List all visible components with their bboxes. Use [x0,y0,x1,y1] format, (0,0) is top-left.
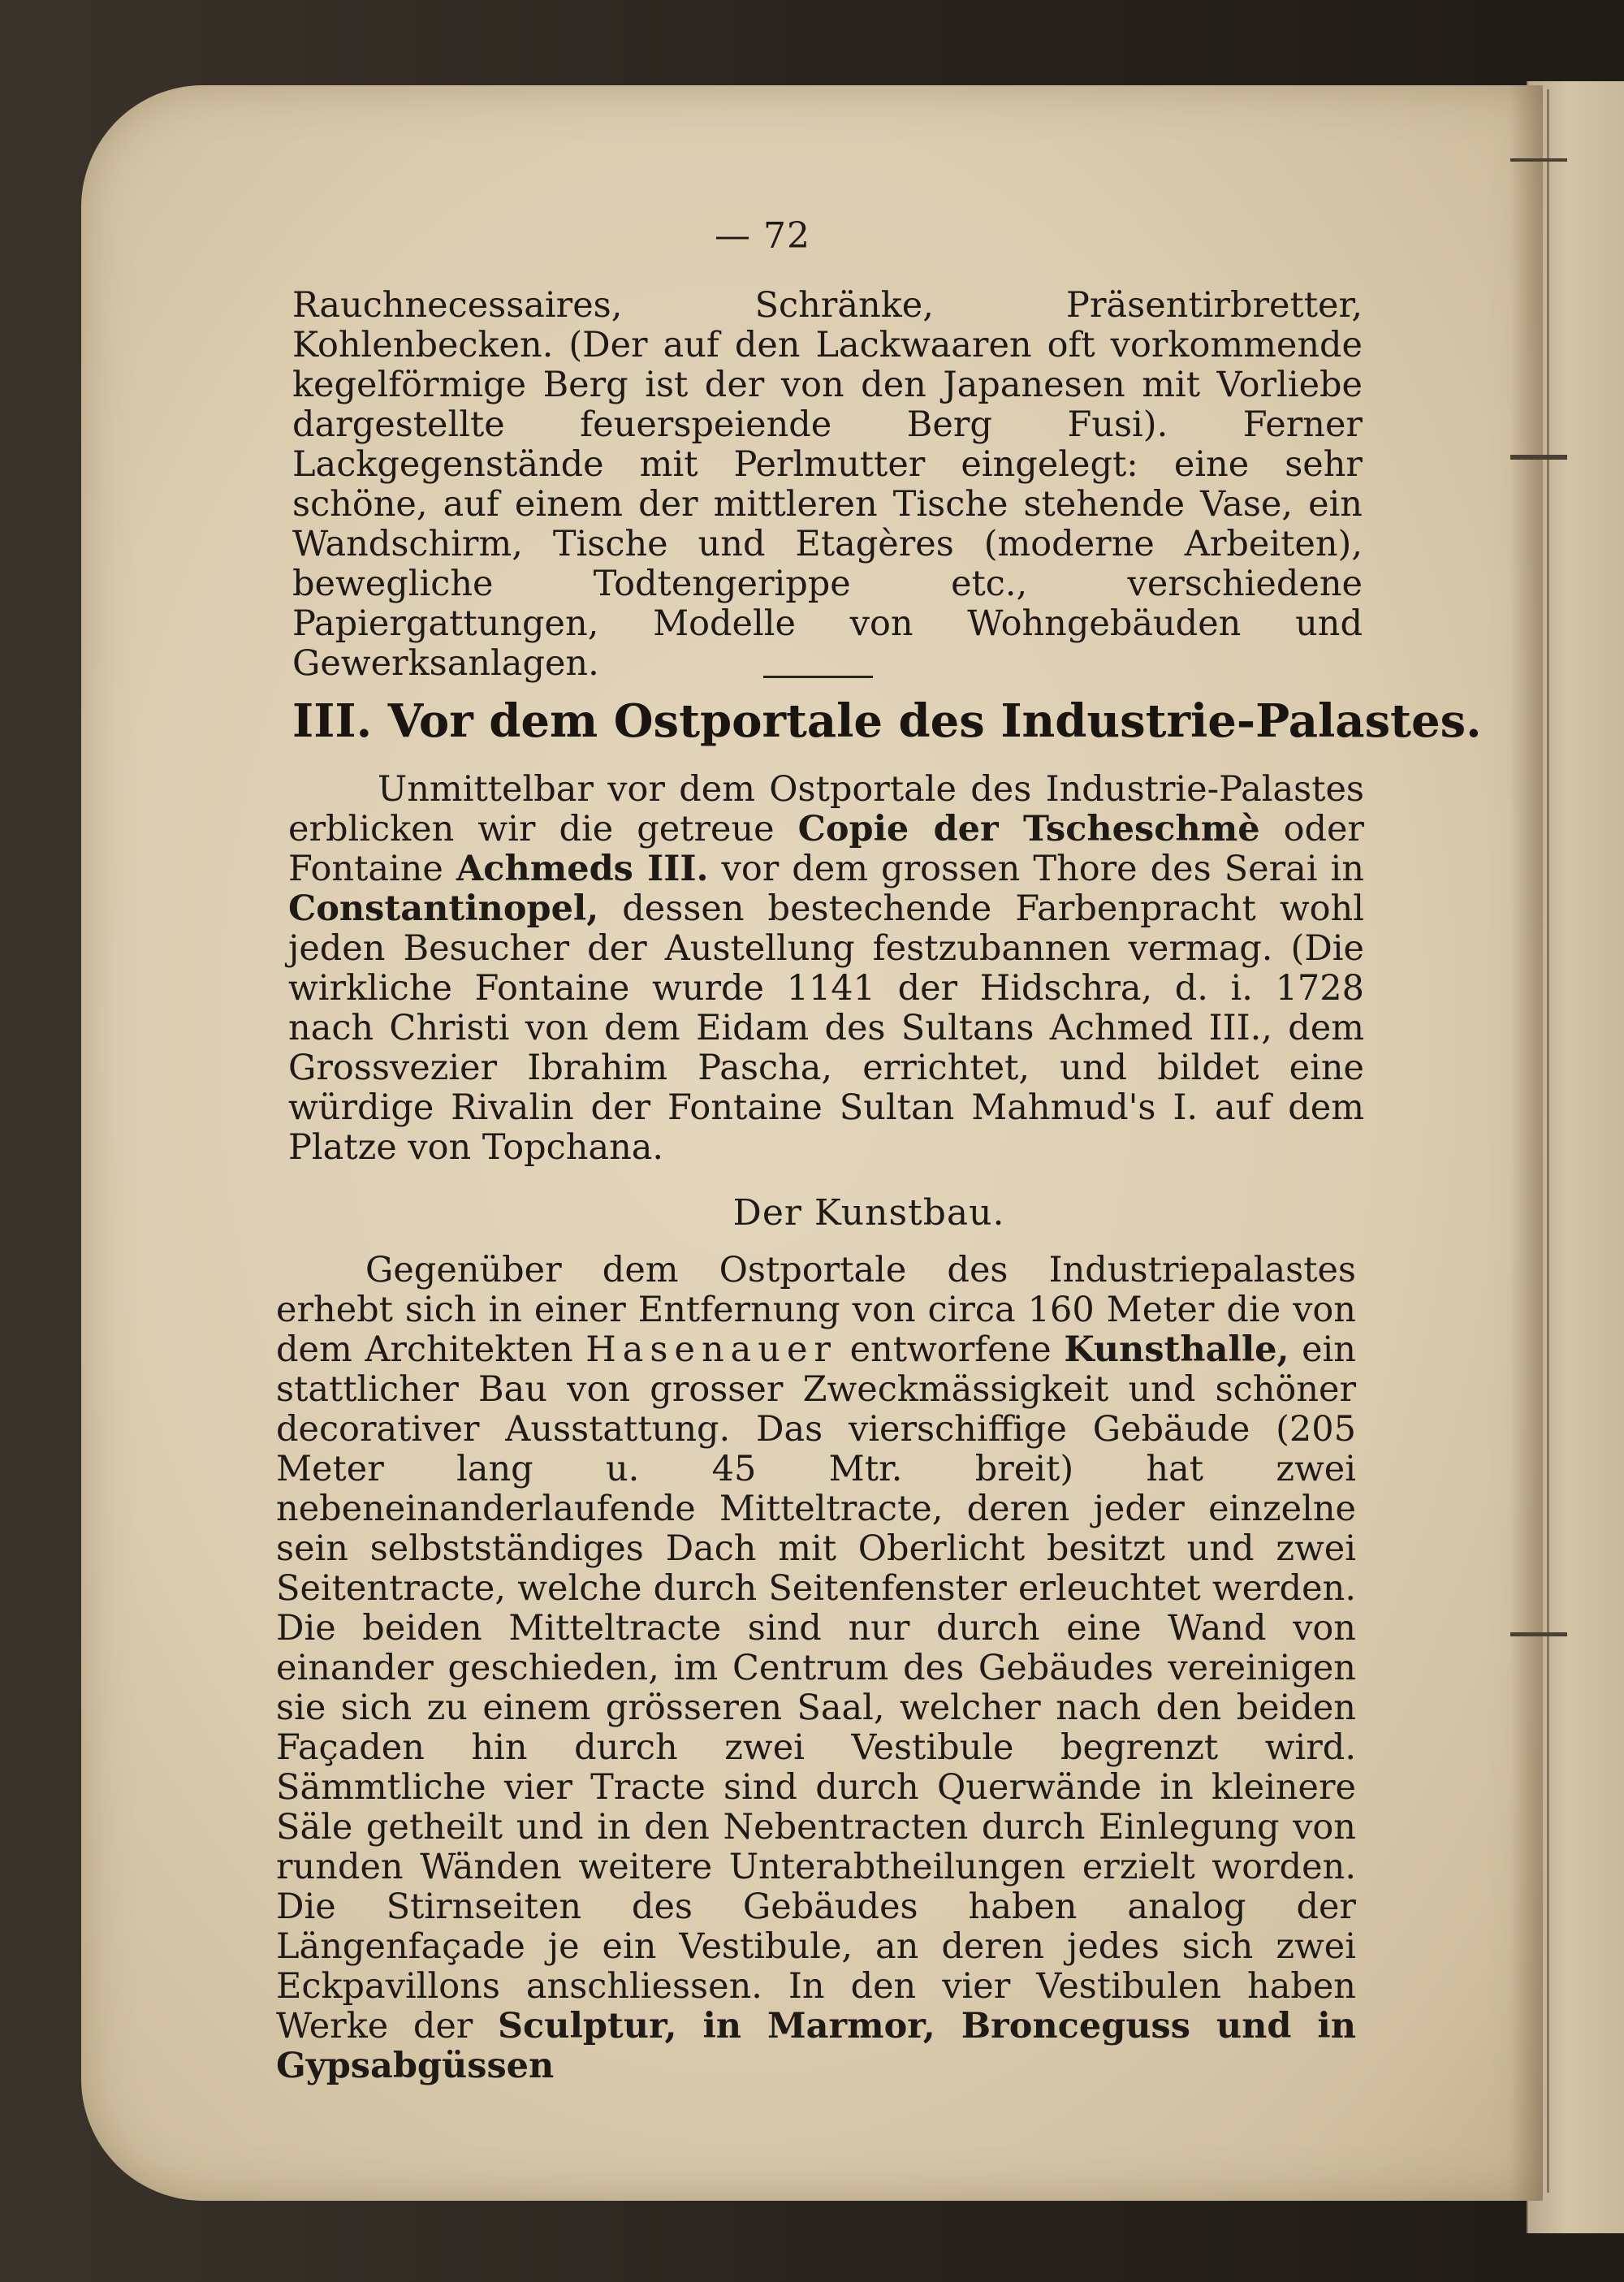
text-run: oder Fontaine [288,809,1364,889]
text-run: vor dem grossen Thore des Serai in [708,849,1364,889]
bold-term-sculptur: Sculptur, in Marmor, Bronceguss und in Gypsabgüssen [276,2006,1357,2086]
section-divider [763,676,873,678]
bold-term-copie: Copie der Tscheschmè [797,809,1260,849]
text-run: entworfene [836,1329,1065,1370]
text-run: ein stattlicher Bau von grosser Zweckmässigkeit und schöner decorativer Ausstattung. Das vierschiffige Gebäude (205 Meter lang u. 45 Mtr. breit) hat zwei nebeneinanderlaufende Mitteltracte, deren jeder einzelne sein selbstständiges Dach mit Oberlicht besitzt und zwei Seitentracte, welche durch Seitenfenster erleuchtet werden. Die beiden Mitteltracte sind nur durch eine Wand von einander geschieden, im Centrum des Gebäudes vereinigen sie sich zu einem grösseren Saal, welcher nach den beiden Façaden hin durch zwei Vestibule begrenzt wird. Sämmtliche vier Tracte sind durch Querwände in kleinere Säle getheilt und in den Nebentracten durch Einlegung von runden Wänden weitere Unterabtheilungen erzielt worden. Die Stirnseiten des Gebäudes haben analog der Längenfaçade je ein Vestibule, an deren jedes sich zwei Eckpavillons anschliessen. In den vier Vestibulen haben Werke der [276,1329,1357,2046]
spine-line [1547,89,1549,2193]
binding-thread [1510,455,1567,460]
architect-name: Hasenauer [585,1329,837,1370]
page-gutter-shadow [1510,85,1543,2201]
paragraph-kunstbau [276,1251,1356,2086]
paragraph-tscheschme [288,770,1364,1168]
binding-thread [1510,158,1567,162]
text-run: dessen bestechende Farbenpracht wohl jeden Besucher der Austellung festzubannen vermag. (Die wirkliche Fontaine wurde 1141 der Hidschra, d. i. 1728 nach Christi von dem Eidam des Sultans Achmed III., dem Grossvezier Ibrahim Pascha, errichtet, und bildet eine würdige Rivalin der Fontaine Sultan Mahmud's I. auf dem Platze von Topchana. [288,888,1364,1168]
subheading: Der Kunstbau. [732,1192,1005,1234]
bold-term-kunsthalle: Kunsthalle, [1064,1329,1289,1370]
section-heading: III. Vor dem Ostportale des Industrie-Palastes. [292,694,1482,748]
bold-term-constantinopel: Constantinopel, [288,888,599,929]
text-run: Gegenüber dem Ostportale des Industriepalastes erhebt sich in einer Entfernung von circa 160 Meter die von dem Architekten [276,1250,1356,1370]
subheading-wrapper [0,1192,1624,1234]
paragraph-lackwaaren: Rauchnecessaires, Schränke, Präsentirbretter, Kohlenbecken. (Der auf den Lackwaaren oft vorkommende kegelförmige Berg ist der von den Japanesen mit Vorliebe dargestellte feuerspeiende Berg Fusi). Ferner Lackgegenstände mit Perlmutter eingelegt: eine sehr schöne, auf einem der mittleren Tische stehende Vase, ein Wandschirm, Tische und Etagères (moderne Arbeiten), bewegliche Todtengerippe etc., verschiedene Papiergattungen, Modelle von Wohngebäuden und Gewerksanlagen. [292,285,1363,684]
binding-thread [1510,1632,1567,1636]
page-number: — 72 [715,215,810,257]
text-run: Unmittelbar vor dem Ostportale des Industrie-Palastes erblicken wir die getreue [288,769,1364,849]
bold-term-achmeds: Achmeds III. [456,849,709,889]
